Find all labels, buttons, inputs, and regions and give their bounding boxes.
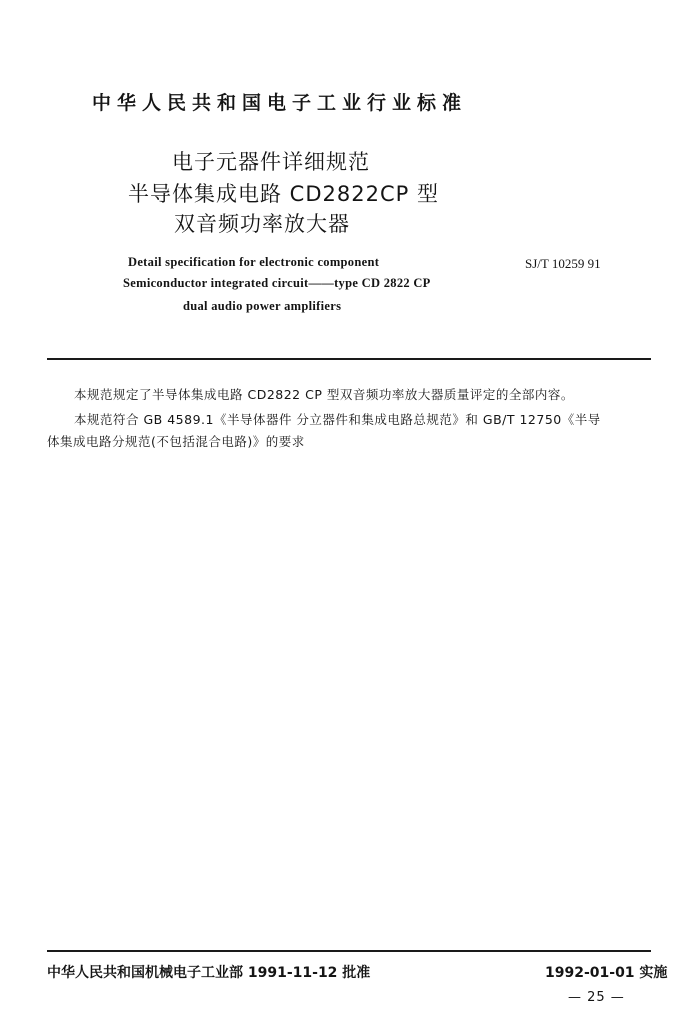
- title-en-line2: Semiconductor integrated circuit——type CD 2822 CP: [123, 276, 431, 290]
- footer-divider: [47, 950, 651, 952]
- page-number: — 25 —: [568, 990, 625, 1005]
- document-number: SJ/T 10259 91: [525, 256, 601, 271]
- body-paragraph-2-line-2: 体集成电路分规范(不包括混合电路)》的要求: [47, 434, 305, 449]
- title-en-line1: Detail specification for electronic component: [128, 255, 380, 269]
- approval-date: 中华人民共和国机械电子工业部 1991-11-12 批准: [47, 965, 371, 981]
- title-cn-line1: 电子元器件详细规范: [172, 150, 370, 174]
- body-paragraph-2-line-1: 本规范符合 GB 4589.1《半导体器件 分立器件和集成电路总规范》和 GB/T 12750《半导: [74, 412, 601, 427]
- header-divider: [47, 358, 651, 360]
- title-cn-line3: 双音频功率放大器: [174, 212, 350, 236]
- title-en-line3: dual audio power amplifiers: [183, 299, 342, 313]
- title-cn-line2: 半导体集成电路 CD2822CP 型: [128, 182, 439, 206]
- standard-category-header: 中华人民共和国电子工业行业标准: [92, 92, 468, 114]
- effective-date: 1992-01-01 实施: [545, 965, 668, 981]
- body-paragraph-1: 本规范规定了半导体集成电路 CD2822 CP 型双音频功率放大器质量评定的全部内容。: [74, 387, 574, 402]
